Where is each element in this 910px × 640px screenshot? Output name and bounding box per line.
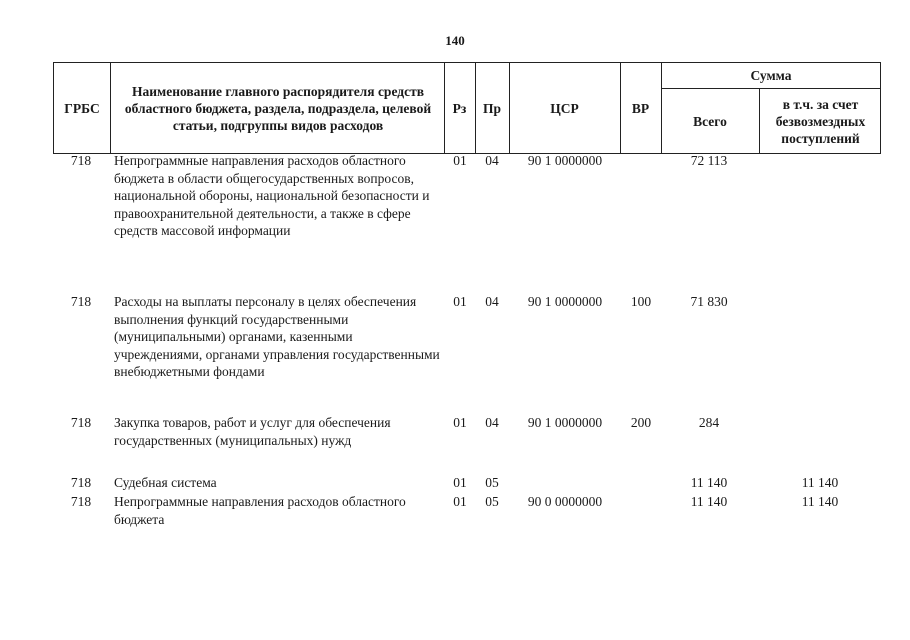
cell-grbs: 718 <box>70 415 92 430</box>
cell-rz: 01 <box>453 153 467 168</box>
cell-csr: 90 1 0000000 <box>527 415 603 430</box>
header-name: Наименование главного распорядителя средств областного бюджета, раздела, подраздела, целевой статьи, подгруппы видов расходов <box>124 83 432 133</box>
cell-total: 11 140 <box>690 475 728 490</box>
cell-name: Непрограммные направления расходов областного бюджета <box>114 494 406 527</box>
cell-name: Закупка товаров, работ и услуг для обеспечения государственных (муниципальных) нужд <box>114 415 391 448</box>
cell-total: 284 <box>698 415 720 430</box>
cell-pr: 04 <box>485 294 499 309</box>
header-divider <box>110 63 111 153</box>
cell-grbs: 718 <box>70 153 92 168</box>
cell-free: 11 140 <box>801 494 839 509</box>
cell-grbs: 718 <box>70 294 92 309</box>
cell-free: 11 140 <box>801 475 839 490</box>
table-header <box>53 62 881 154</box>
cell-total: 72 113 <box>690 153 728 168</box>
header-sum: Сумма <box>750 68 792 83</box>
cell-csr: 90 0 0000000 <box>527 494 603 509</box>
page-number: 140 <box>445 33 465 48</box>
cell-csr: 90 1 0000000 <box>527 294 603 309</box>
cell-name: Расходы на выплаты персоналу в целях обеспечения выполнения функций государственными (муниципальными) органами, казенными учреждениями, органами управления государственными внебюджетными фондами <box>114 294 440 379</box>
cell-pr: 04 <box>485 415 499 430</box>
cell-rz: 01 <box>453 494 467 509</box>
header-vr: ВР <box>631 100 650 116</box>
cell-grbs: 718 <box>70 494 92 509</box>
header-free: в т.ч. за счет безвозмездных поступлений <box>775 96 866 146</box>
cell-vr: 200 <box>630 415 652 430</box>
cell-rz: 01 <box>453 294 467 309</box>
header-grbs: ГРБС <box>64 100 100 116</box>
cell-pr: 05 <box>485 475 499 490</box>
cell-name: Непрограммные направления расходов областного бюджета в области общегосударственных вопросов, национальной обороны, национальной безопасности и правоохранительной деятельности, а также в сфере средств массовой информации <box>114 153 430 238</box>
header-csr: ЦСР <box>550 100 579 116</box>
cell-rz: 01 <box>453 475 467 490</box>
cell-csr: 90 1 0000000 <box>527 153 603 168</box>
cell-rz: 01 <box>453 415 467 430</box>
cell-vr: 100 <box>630 294 652 309</box>
cell-pr: 05 <box>485 494 499 509</box>
cell-grbs: 718 <box>70 475 92 490</box>
header-pr: Пр <box>482 100 501 116</box>
header-rz: Рз <box>452 100 467 116</box>
header-total: Всего <box>693 113 727 129</box>
cell-total: 71 830 <box>690 294 728 309</box>
cell-name: Судебная система <box>114 475 217 490</box>
cell-total: 11 140 <box>690 494 728 509</box>
cell-pr: 04 <box>485 153 499 168</box>
